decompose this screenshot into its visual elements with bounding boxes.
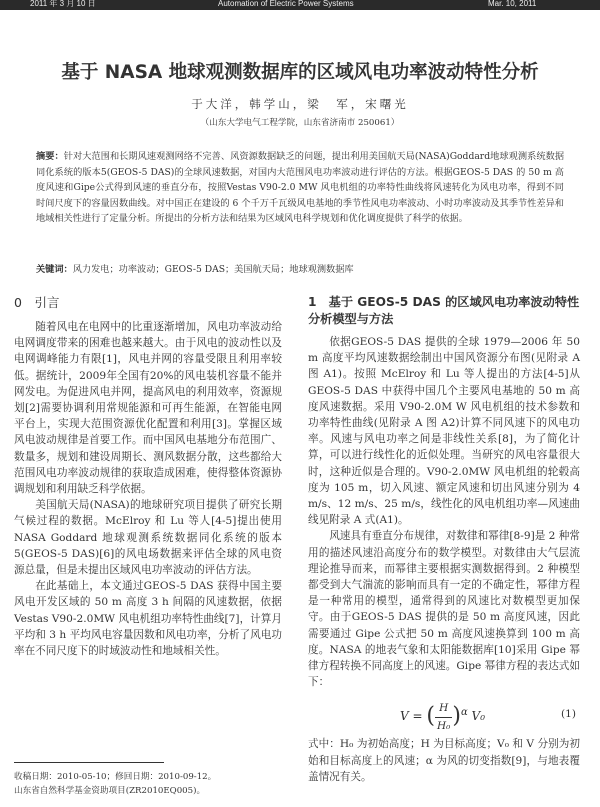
header-date: 2011 年 3 月 10 日 — [30, 0, 96, 8]
equation-rhs: V₀ — [471, 709, 486, 724]
footnote-funding: 山东省自然科学基金资助项目(ZR2010EQ005)。 — [14, 786, 206, 796]
keywords — [36, 263, 564, 277]
equation-exponent: α — [460, 707, 468, 719]
section-heading-intro: 0 引言 — [14, 295, 60, 310]
header-date-en: Mar. 10, 2011 — [488, 0, 537, 8]
abstract-text: 针对大范围和长期风速观测网络不完善、风资源数据缺乏的问题，提出利用美国航天局(NASA)Goddard地球观测系统数据同化系统的版本5(GEOS-5 DAS)的全球风速数据，对国内大范围风电功率波动进行评估的方法。根据GEOS-5 DAS 的 50 m 高度风速和Gipe公式得到风速的垂直分布，按照Vestas V90-2.0 MW 风电机组的功率特性曲线将风速转化为风电功率，得到不同时间尺度下的容量因数曲线。对中国正在建设的 6 个千万千瓦级风电基地的季节性风电功率波动、小时功率波动及其季节性差异和地域相关性进行了定量分析。所提出的分析方法和结果为区域风电科学规划和优化调度提供了科学的依据。 — [36, 151, 565, 225]
equation-numerator: H — [435, 700, 452, 717]
keywords-label: 关键词： — [36, 264, 73, 275]
footnotes — [14, 770, 294, 798]
equation-gipe: V = ( $\frac{H}{\text{H₀}}$ )$^\alpha$ V₀ (1) — [308, 694, 580, 732]
model-paragraph-1: 依据GEOS-5 DAS 提供的全球 1979—2006 年 50 m 高度平均风速数据绘制出中国风资源分布图(见附录 A 图 A1)。按照 McElroy 和 Lu 等人提出的方法[4-5]从GEOS-5 DAS 中获得中国几个主要风电基地的 50 m 高度风速数据。采用 V90-2.0M W 风电机组的技术参数和功率特性曲线(见附录 A 图 A2)计算不同风速下的风电功率。风速与风电功率之间是非线性关系[8]，为了简化计算，可以进行线性化的近似处理。当研究的风电容量很大时，这种近似是合理的。V90-2.0MW 风电机组的轮毂高度为 105 m，切入风速、额定风速和切出风速分别为 4 m/s、12 m/s、25 m/s，线性化的风电机组功率—风速曲线见附录 A 式(A1)。 — [308, 336, 580, 527]
left-column — [14, 294, 282, 659]
abstract-label: 摘要： — [36, 151, 64, 162]
model-paragraph-2: 风速具有垂直分布规律，对数律和幂律[8-9]是 2 种常用的描述风速沿高度分布的数学模型。对数律由大气层流理论推导而来，而幂律主要根据实测数据得到。2 种模型都受到大气湍流的影响而具有一定的不确定性，幂律方程是一种常用的模型，通常得到的风速比对数模型更加保守。由于GEOS-5 DAS 提供的是 50 m 高度风速，因此需要通过 Gipe 公式把 50 m 高度风速换算到 100 m 高度。NASA 的地表气象和太阳能数据库[10]采用 Gipe 幂律方程转换不同高度上的风速。Gipe 幂律方程的表达式如下： — [308, 530, 580, 689]
intro-paragraph-2: 美国航天局(NASA)的地球研究项目提供了研究长期气候过程的数据。McElroy 和 Lu 等人[4-5]提出使用 NASA Goddard 地球观测系统数据同化系统的版本 5(GEOS-5 DAS)[6]的风电场数据来评估全球的风电资源总量，但是未提出区域风电功率波动的评估方法。 — [14, 499, 282, 577]
footnote-divider — [14, 762, 164, 763]
keywords-text: 风力发电；功率波动；GEOS-5 DAS；美国航天局；地球观测数据库 — [72, 264, 354, 275]
equation-number: (1) — [560, 708, 576, 721]
abstract — [36, 149, 564, 227]
journal-header — [0, 0, 600, 10]
right-column — [308, 294, 580, 785]
section-heading-model: 1 基于 GEOS-5 DAS 的区域风电功率波动特性分析模型与方法 — [308, 295, 580, 326]
intro-paragraph-3: 在此基础上，本文通过GEOS-5 DAS 获得中国主要风电开发区域的 50 m 高度 3 h 间隔的风速数据，依据Vestas V90-2.0MW 风电机组功率特性曲线[7]，计算月平均和 3 h 平均风电容量因数和风电功率，分析了风电功率在不同尺度下的时域波动性和地域相关性。 — [14, 580, 282, 658]
equation-denominator: H₀ — [436, 719, 451, 732]
footnote-received: 收稿日期：2010-05-10；修回日期：2010-09-12。 — [14, 772, 217, 782]
paper-title: 基于 NASA 地球观测数据库的区域风电功率波动特性分析 — [61, 62, 539, 83]
equation-lhs: V = — [400, 709, 423, 724]
header-journal: Automation of Electric Power Systems — [218, 0, 354, 8]
affiliation: （山东大学电气工程学院，山东省济南市 250061） — [200, 118, 400, 128]
author-list: 于大洋，韩学山，梁 军，宋曙光 — [191, 97, 409, 111]
intro-paragraph-1: 随着风电在电网中的比重逐渐增加，风电功率波动给电网调度带来的困难也越来越大。由于风电的波动性以及电网调峰能力有限[1]，风电并网的容量受限且利用率较低。据统计，2009年全国有20%的风电装机容量不能并网发电。为促进风电并网，提高风电的利用效率，资源规划[2]需要协调利用常规能源和可再生能源，在智能电网平台上，实现大范围资源优化配置和利用[3]。掌握区域风电波动规律是首要工作。而中国风电基地分布范围广、数量多，规划和建设周期长、测风数据分散，这些都给大范围风电功率波动规律的获取造成困难，使得整体资源协调规划和利用缺乏科学依据。 — [14, 321, 282, 496]
equation-explanation: 式中：H₀ 为初始高度；H 为目标高度；V₀ 和 V 分别为初始和目标高度上的风速；α 为风的切变指数[9]，与地表覆盖情况有关。 — [308, 738, 580, 783]
